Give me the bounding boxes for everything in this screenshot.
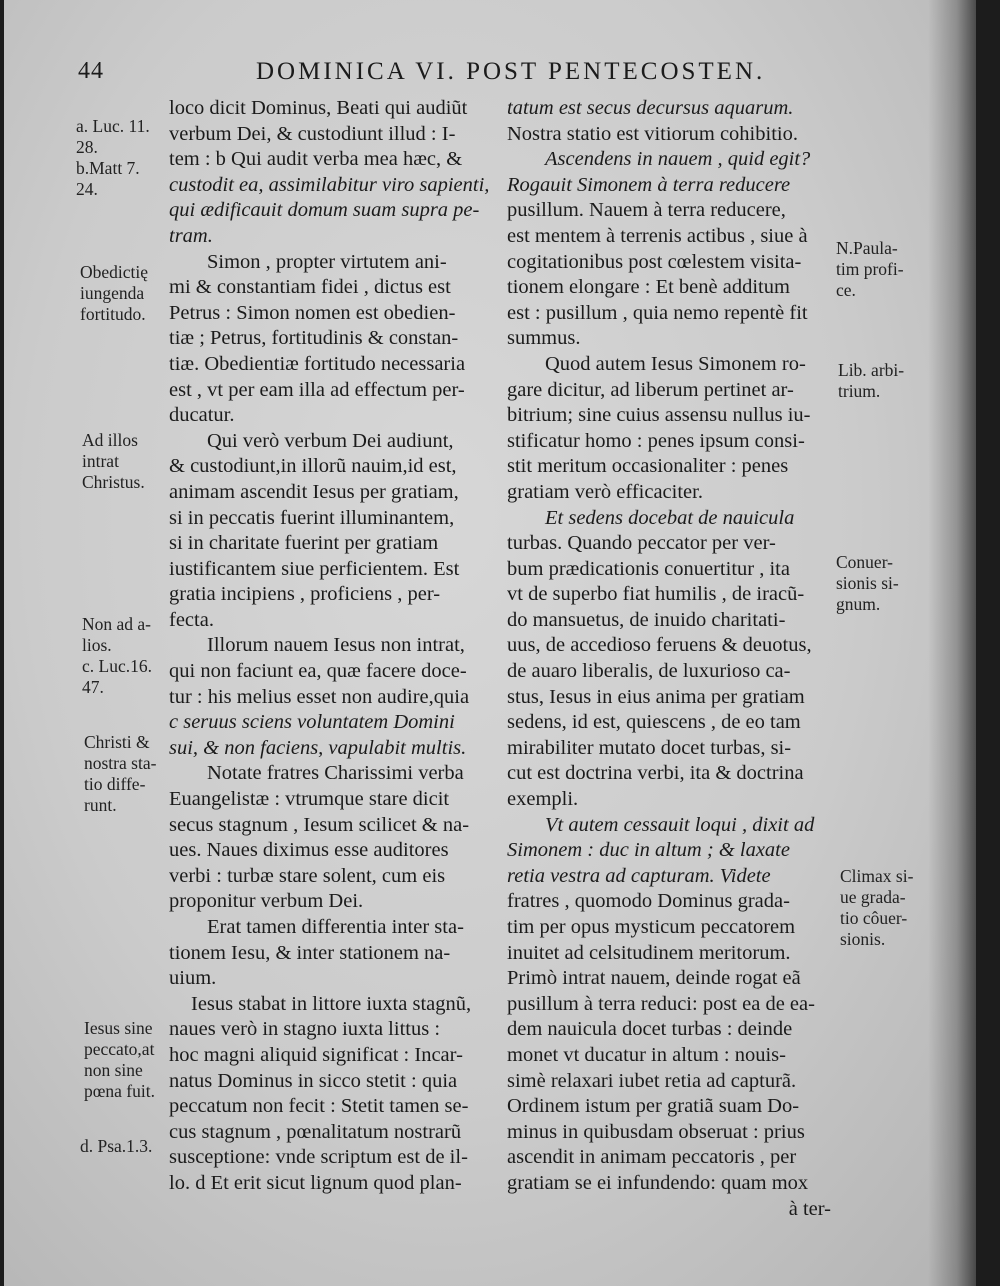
margin-note-line: Conuer- xyxy=(836,552,893,572)
text-line: de auaro liberalis, de luxurioso ca- xyxy=(507,660,791,683)
text-line: Quod autem Iesus Simonem ro- xyxy=(545,352,806,375)
catchword: à ter- xyxy=(788,1197,831,1220)
text-line: simè relaxari iubet retia ad capturã. xyxy=(507,1069,797,1092)
text-column-left xyxy=(169,96,499,1197)
margin-note-line: Climax si- xyxy=(840,866,914,886)
text-line: tur : his melius esset non audire,quia xyxy=(169,685,470,708)
text-line: est : pusillum , quia nemo repentè fit xyxy=(507,301,808,324)
text-line: custodit ea, assimilabitur viro sapienti, xyxy=(169,173,490,196)
text-line: ascendit in animam peccatoris , per xyxy=(507,1146,797,1169)
text-line: secus stagnum , Iesum scilicet & na- xyxy=(169,813,470,836)
page-header xyxy=(78,58,798,94)
text-line: tem : b Qui audit verba mea hæc, & xyxy=(169,148,463,171)
margin-note-line: lios. xyxy=(82,635,112,655)
text-line: Ascendens in nauem , quid egit? xyxy=(545,148,811,171)
text-line: inuitet ad celsitudinem meritorum. xyxy=(507,941,791,964)
text-line: Petrus : Simon nomen est obedien- xyxy=(169,301,456,324)
page-edge-shadow xyxy=(928,0,976,1286)
right-margin-note xyxy=(840,866,913,950)
text-line: Simonem : duc in altum ; & laxate xyxy=(507,839,790,862)
margin-note-line: gnum. xyxy=(836,594,881,614)
text-line: sedens, id est, quiescens , de eo tam xyxy=(507,711,801,734)
margin-note-line: fortitudo. xyxy=(80,304,146,324)
margin-note-line: Christi & xyxy=(84,732,150,752)
text-line: sui, & non faciens, vapulabit multis. xyxy=(169,736,467,759)
text-line: tiæ. Obedientiæ fortitudo necessaria xyxy=(169,352,466,375)
margin-note-line: peccato,at xyxy=(84,1039,155,1059)
text-line: stificatur homo : penes ipsum consi- xyxy=(507,429,805,452)
margin-note-line: trium. xyxy=(838,381,881,401)
text-line: mirabiliter mutato docet turbas, si- xyxy=(507,736,792,759)
text-line: cus stagnum , pœnalitatum nostrarũ xyxy=(169,1120,462,1143)
text-line: si in charitate fuerint per gratiam xyxy=(169,532,439,555)
margin-note-line: tio côuer- xyxy=(840,908,908,928)
left-margin-note xyxy=(80,1136,152,1157)
margin-note-line: Non ad a- xyxy=(82,614,152,634)
text-line: gare dicitur, ad liberum pertinet ar- xyxy=(507,378,794,401)
text-line: ducatur. xyxy=(169,404,235,427)
text-line: Qui verò verbum Dei audiunt, xyxy=(207,429,454,452)
margin-note-line: b.Matt 7. xyxy=(76,158,140,178)
right-margin-note xyxy=(836,552,899,615)
margin-note-line: Ad illos xyxy=(82,430,138,450)
margin-note-line: runt. xyxy=(84,795,117,815)
text-line: tionem elongare : Et benè additum xyxy=(507,276,790,299)
text-line: animam ascendit Iesus per gratiam, xyxy=(169,480,459,503)
text-line: stus, Iesus in eius anima per gratiam xyxy=(507,685,805,708)
text-line: natus Dominus in sicco stetit : quia xyxy=(169,1069,458,1092)
text-line: cogitationibus post cœlestem visita- xyxy=(507,250,802,273)
text-line: Rogauit Simonem à terra reducere xyxy=(507,173,791,196)
margin-note-line: ue grada- xyxy=(840,887,906,907)
text-line: lo. d Et erit sicut lignum quod plan- xyxy=(169,1171,462,1194)
text-line: verbum Dei, & custodiunt illud : I- xyxy=(169,122,456,145)
text-line: gratiam verò efficaciter. xyxy=(507,480,703,503)
margin-note-line: sionis si- xyxy=(836,573,899,593)
running-head: DOMINICA VI. POST PENTECOSTEN. xyxy=(256,58,766,85)
margin-note-line: non sine xyxy=(84,1060,143,1080)
text-line: fecta. xyxy=(169,608,214,631)
text-line: bum prædicationis conuertitur , ita xyxy=(507,557,790,580)
text-line: est mentem à terrenis actibus , siue à xyxy=(507,224,808,247)
left-margin-note xyxy=(82,614,152,698)
text-line: bitrium; sine cuius assensu nullus iu- xyxy=(507,404,811,427)
margin-note-line: Lib. arbi- xyxy=(838,360,905,380)
text-line: tatum est secus decursus aquarum. xyxy=(507,97,794,119)
text-line: Primò intrat nauem, deinde rogat eã xyxy=(507,967,801,990)
text-line: exempli. xyxy=(507,788,579,811)
text-line: loco dicit Dominus, Beati qui audiũt xyxy=(169,97,468,119)
left-margin-note xyxy=(82,430,145,493)
text-line: mi & constantiam fidei , dictus est xyxy=(169,276,451,299)
text-line: fratres , quomodo Dominus grada- xyxy=(507,890,790,913)
text-line: tionem Iesu, & inter stationem na- xyxy=(169,941,451,964)
text-line: hoc magni aliquid significat : Incar- xyxy=(169,1043,463,1066)
book-page xyxy=(4,0,976,1286)
left-margin-note xyxy=(84,732,156,816)
text-line: ues. Naues diximus esse auditores xyxy=(169,839,449,862)
margin-note-line: ce. xyxy=(836,280,856,300)
text-line: monet vt ducatur in altum : nouis- xyxy=(507,1043,786,1066)
left-margin-note xyxy=(80,262,148,325)
text-line: gratia incipiens , proficiens , per- xyxy=(169,583,441,606)
text-line: Euangelistæ : vtrumque stare dicit xyxy=(169,788,450,811)
margin-note-line: Christus. xyxy=(82,472,145,492)
text-line: vt de superbo fiat humilis , de iracũ- xyxy=(507,583,805,606)
text-line: cut est doctrina verbi, ita & doctrina xyxy=(507,762,804,785)
text-line: do mansuetus, de inuido charitati- xyxy=(507,608,786,631)
margin-note-line: tio diffe- xyxy=(84,774,146,794)
text-line: Illorum nauem Iesus non intrat, xyxy=(207,634,465,657)
text-line: susceptione: vnde scriptum est de il- xyxy=(169,1146,468,1169)
text-line: Ordinem istum per gratiã suam Do- xyxy=(507,1095,800,1118)
text-line: tram. xyxy=(169,224,213,247)
margin-note-line: iungenda xyxy=(80,283,145,303)
text-line: summus. xyxy=(507,327,581,350)
text-line: qui non faciunt ea, quæ facere doce- xyxy=(169,660,467,683)
margin-note-line: c. Luc.16. xyxy=(82,656,152,676)
margin-note-line: pœna fuit. xyxy=(84,1081,155,1101)
text-line: minus in quibusdam obseruat : prius xyxy=(507,1120,805,1143)
text-line: Iesus stabat in littore iuxta stagnũ, xyxy=(191,992,472,1015)
margin-note-line: d. Psa.1.3. xyxy=(80,1136,153,1156)
text-line: Notate fratres Charissimi verba xyxy=(207,762,464,785)
text-line: proponitur verbum Dei. xyxy=(169,890,364,913)
right-margin-note xyxy=(838,360,904,402)
text-line: stit meritum occasionaliter : penes xyxy=(507,455,789,478)
margin-note-line: 47. xyxy=(82,677,104,697)
text-line: qui ædificauit domum suam supra pe- xyxy=(169,199,480,222)
left-margin-note xyxy=(76,116,150,200)
margin-note-line: intrat xyxy=(82,451,119,471)
text-line: & custodiunt,in illorũ nauim,id est, xyxy=(169,455,457,478)
text-line: est , vt per eam illa ad effectum per- xyxy=(169,378,465,401)
margin-note-line: 28. xyxy=(76,137,98,157)
text-line: uium. xyxy=(169,967,217,990)
text-line: pusillum à terra reduci: post ea de ea- xyxy=(507,992,815,1015)
text-line: pusillum. Nauem à terra reducere, xyxy=(507,199,786,222)
text-line: gratiam se ei infundendo: quam mox xyxy=(507,1171,809,1194)
text-line: Erat tamen differentia inter sta- xyxy=(207,916,464,938)
margin-note-line: a. Luc. 11. xyxy=(76,116,150,136)
margin-note-line: N.Paula- xyxy=(836,238,898,258)
margin-note-line: tim profi- xyxy=(836,259,904,279)
text-line: Vt autem cessauit loqui , dixit ad xyxy=(545,813,815,836)
left-margin-note xyxy=(84,1018,155,1102)
text-line: tiæ ; Petrus, fortitudinis & constan- xyxy=(169,327,459,350)
text-column-right xyxy=(507,96,835,1222)
text-line: peccatum non fecit : Stetit tamen se- xyxy=(169,1095,469,1118)
text-line: Nostra statio est vitiorum cohibitio. xyxy=(507,122,798,145)
text-line: retia vestra ad capturam. Videte xyxy=(507,864,771,887)
text-line: si in peccatis fuerint illuminantem, xyxy=(169,506,455,529)
text-line: dem nauicula docet turbas : deinde xyxy=(507,1018,793,1041)
text-line: naues verò in stagno iuxta littus : xyxy=(169,1018,441,1041)
margin-note-line: 24. xyxy=(76,179,98,199)
text-line: iustificantem siue perficientem. Est xyxy=(169,557,460,580)
text-line: Simon , propter virtutem ani- xyxy=(207,250,447,273)
text-line: Et sedens docebat de nauicula xyxy=(545,506,795,529)
text-line: tim per opus mysticum peccatorem xyxy=(507,916,796,938)
margin-note-line: sionis. xyxy=(840,929,886,949)
margin-note-line: nostra sta- xyxy=(84,753,157,773)
margin-note-line: Iesus sine xyxy=(84,1018,153,1038)
text-line: turbas. Quando peccator per ver- xyxy=(507,532,776,555)
margin-note-line: Obedictię xyxy=(80,262,149,282)
text-line: uus, de accedioso feruens & deuotus, xyxy=(507,634,812,657)
text-line: verbi : turbæ stare solent, cum eis xyxy=(169,864,446,887)
text-line: c seruus sciens voluntatem Domini xyxy=(169,711,455,734)
page-number: 44 xyxy=(78,58,104,84)
right-margin-note xyxy=(836,238,904,301)
